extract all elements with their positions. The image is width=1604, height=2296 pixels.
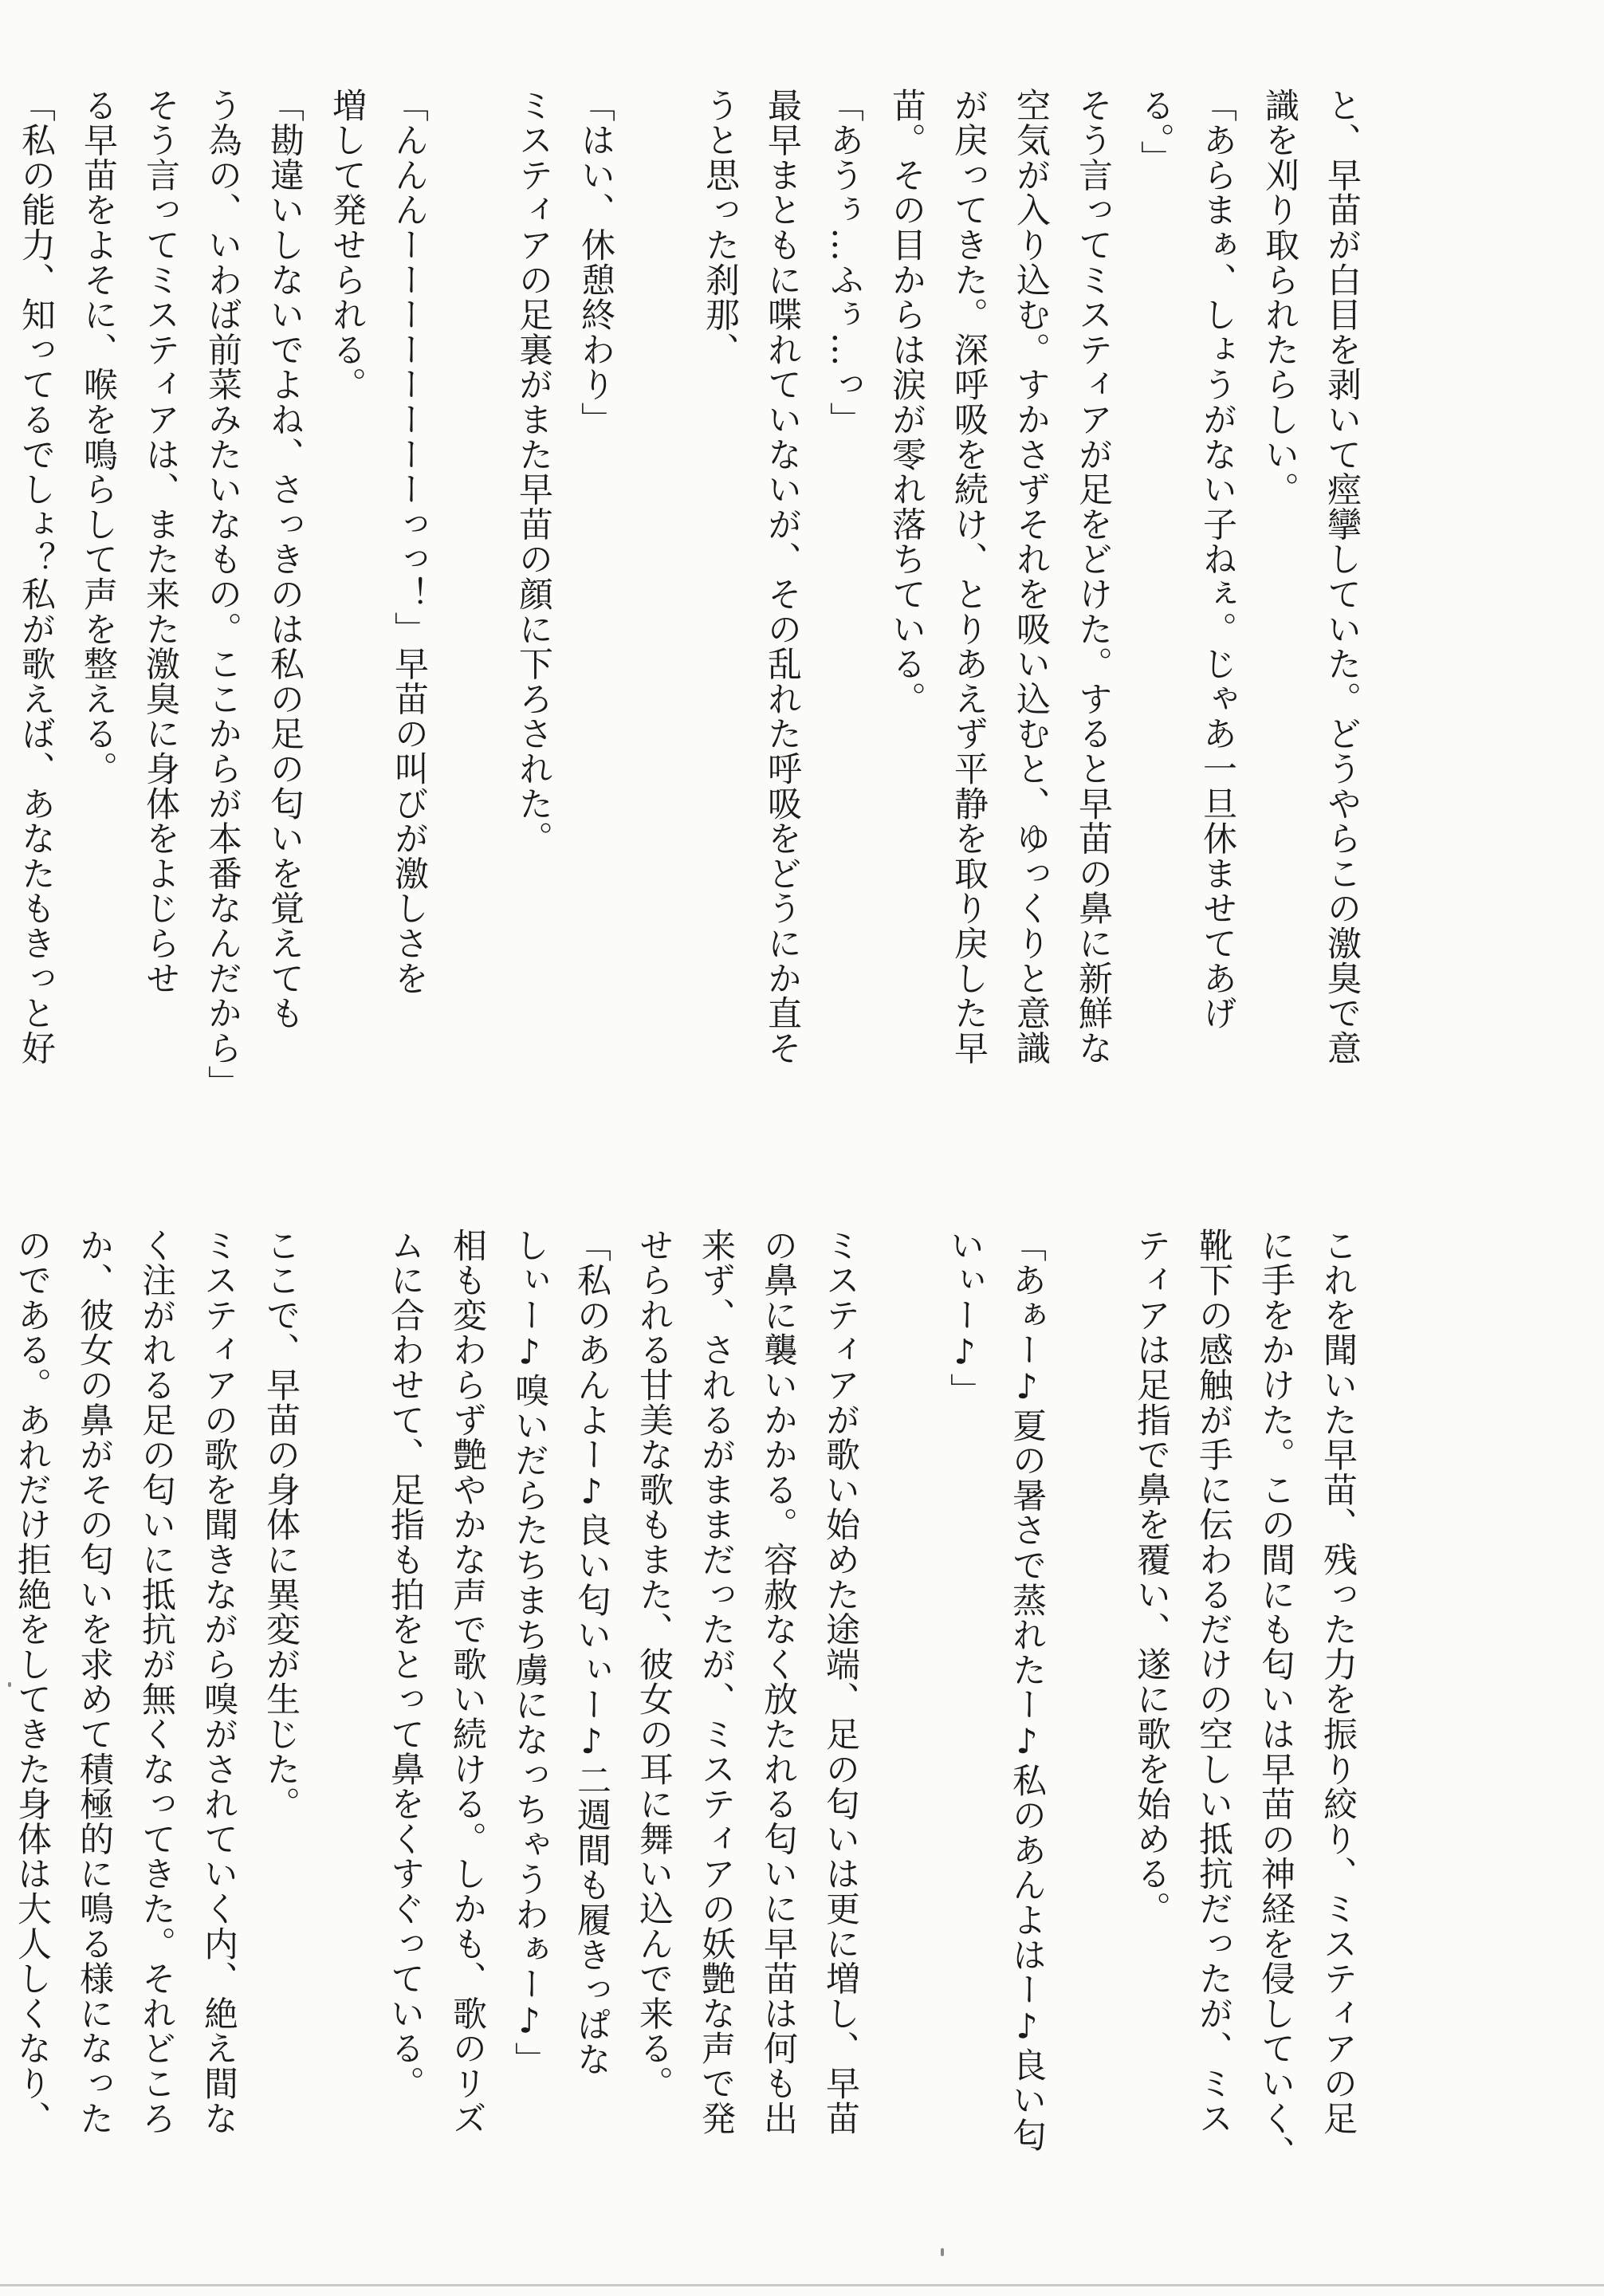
top-block-line: う為の、いわば前菜みたいなもの。ここからが本番なんだから」 bbox=[202, 88, 242, 1101]
top-block-line: うと思った刹那、 bbox=[700, 88, 740, 368]
bottom-block-line bbox=[871, 1228, 934, 2264]
bottom-block-line: ティアは足指で鼻を覆い、遂に歌を始める。 bbox=[1131, 1228, 1171, 1926]
top-block-line: 最早まともに喋れていないが、その乱れた呼吸をどうにか直そ bbox=[762, 88, 802, 1066]
top-block-line: 「勘違いしないでよね、さっきのは私の足の匂いを覚えても bbox=[265, 88, 305, 1031]
bottom-block-line: ミスティアの歌を聞きながら嗅がされていく内、絶え間な bbox=[199, 1228, 238, 2136]
bottom-block-line: ムに合わせて、足指も拍をとって鼻をくすぐっている。 bbox=[385, 1228, 425, 2101]
bottom-block-line: 来ず、されるがままだったが、ミスティアの妖艶な声で発 bbox=[696, 1228, 736, 2136]
bottom-block-line: に手をかけた。この間にも匂いは早苗の神経を侵していく、 bbox=[1256, 1228, 1295, 2171]
top-block-line: が戻ってきた。深呼吸を続け、とりあえず平静を取り戻した早 bbox=[949, 88, 989, 1066]
top-block-line: 空気が入り込む。すかさずそれを吸い込むと、ゆっくりと意識 bbox=[1011, 88, 1051, 1066]
top-block-line: 識を刈り取られたらしい。 bbox=[1260, 88, 1299, 507]
bottom-block-line bbox=[1058, 1228, 1120, 2264]
top-block-line: 増して発せられる。 bbox=[327, 88, 367, 403]
top-block-line: 「あうぅ…ふぅ…っ」 bbox=[824, 88, 864, 437]
bottom-block-line: く注がれる足の匂いに抵抗が無くなってきた。それどころ bbox=[136, 1228, 176, 2136]
top-text-block bbox=[0, 88, 1373, 1124]
bottom-block-line: か、彼女の鼻がその匂いを求めて積極的に鳴る様になった bbox=[74, 1228, 114, 2136]
top-block-line: 「んんんーーーーーーーーっっ！」早苗の叫びが激しさを bbox=[389, 88, 429, 996]
top-block-line: と、早苗が白目を剥いて痙攣していた。どうやらこの激臭で意 bbox=[1322, 88, 1362, 1066]
bottom-block-line: これを聞いた早苗、残った力を振り絞り、ミスティアの足 bbox=[1318, 1228, 1358, 2136]
bottom-block-line bbox=[312, 1228, 374, 2264]
top-block-line: 「私の能力、知ってるでしょ？私が歌えば、あなたもきっと好 bbox=[16, 88, 56, 1066]
top-block-line bbox=[627, 88, 689, 1124]
page-bottom-edge bbox=[0, 2284, 1604, 2286]
top-block-line: 「はい、休憩終わり」 bbox=[576, 88, 615, 437]
top-block-line: る早苗をよそに、喉を鳴らして声を整える。 bbox=[78, 88, 118, 786]
scan-speck bbox=[941, 2248, 944, 2256]
top-block-line: そう言ってミスティアが足をどけた。すると早苗の鼻に新鮮な bbox=[1073, 88, 1113, 1066]
top-block-line: 苗。その目からは涙が零れ落ちている。 bbox=[887, 88, 926, 717]
bottom-block-line: の鼻に襲いかかる。容赦なく放たれる匂いに早苗は何も出 bbox=[758, 1228, 798, 2136]
bottom-block-line: ミスティアが歌い始めた途端、足の匂いは更に増し、早苗 bbox=[820, 1228, 860, 2136]
bottom-block-line: 「あぁー♪夏の暑さで蒸れたー♪私のあんよはー♪良い匂 bbox=[1007, 1228, 1047, 2152]
bottom-block-line: しぃー♪嗅いだらたちまち虜になっちゃうわぁー♪」 bbox=[509, 1228, 549, 2078]
scan-speck bbox=[8, 1682, 11, 1687]
top-block-line: る。」 bbox=[1135, 88, 1175, 175]
top-block-line bbox=[440, 88, 502, 1124]
bottom-block-line: 相も変わらず艶やかな声で歌い続ける。しかも、歌のリズ bbox=[447, 1228, 487, 2136]
bottom-block-line: せられる甘美な歌もまた、彼女の耳に舞い込んで来る。 bbox=[634, 1228, 674, 2101]
bottom-block-line: 靴下の感触が手に伝わるだけの空しい抵抗だったが、ミス bbox=[1193, 1228, 1233, 2136]
top-block-line: ミスティアの足裏がまた早苗の顔に下ろされた。 bbox=[513, 88, 553, 856]
bottom-block-line: ここで、早苗の身体に異変が生じた。 bbox=[261, 1228, 301, 1822]
bottom-block-line: 「私のあんよー♪良い匂いぃー♪二週間も履きっぱな bbox=[572, 1228, 611, 2078]
top-block-line: そう言ってミスティアは、また来た激臭に身体をよじらせ bbox=[140, 88, 180, 996]
top-block-line: 「あらまぁ、しょうがない子ねぇ。じゃあ一旦休ませてあげ bbox=[1197, 88, 1237, 1031]
bottom-block-line: のである。あれだけ拒絶をしてきた身体は大人しくなり、 bbox=[12, 1228, 52, 2136]
bottom-block-line: いぃー♪」 bbox=[945, 1228, 985, 1408]
bottom-block-line bbox=[0, 1228, 1, 2264]
bottom-text-block bbox=[0, 1228, 1369, 2264]
